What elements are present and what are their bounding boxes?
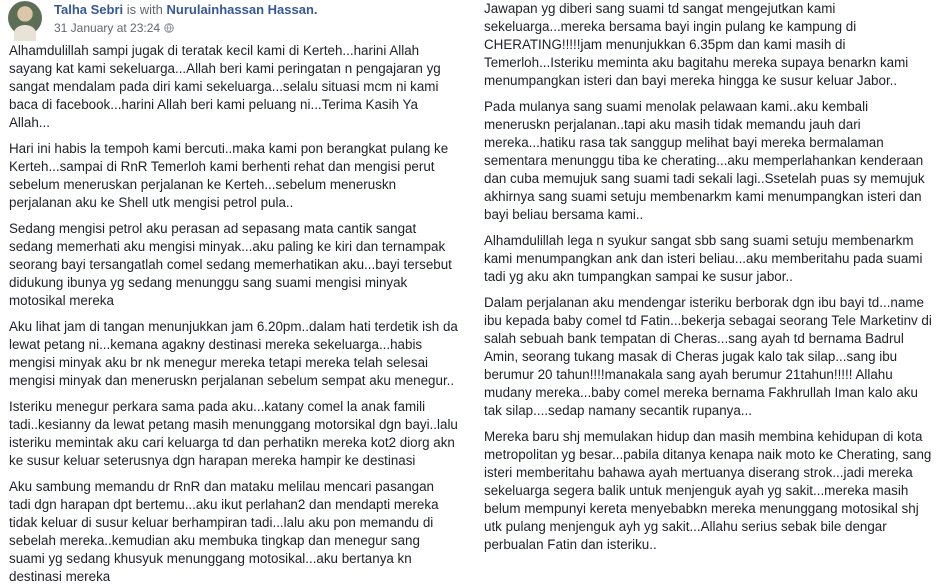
globe-icon[interactable] (164, 23, 174, 33)
post-paragraph: Aku lihat jam di tangan menunjukkan jam 6.20pm..dalam hati terdetik ish da lewat petang ni...kemana agakny destinasi mereka sekeluarga...habis mengisi minyak aku br nk menegur mereka tetapi mereka telah selesai mengisi minyak dan meneruskn perjalanan sebelum sempat aku menegur.. (9, 319, 458, 388)
post-header (0, 0, 465, 42)
post-right-column (474, 0, 940, 552)
with-text: is with (126, 2, 163, 17)
post-paragraph: Mereka baru shj memulakan hidup dan masih membina kehidupan di kota metropolitan yg besar...pabila ditanya kenapa naik moto ke Cherating, sang isteri memberitahu bahawa ayah mertuanya diserang strok...jadi mereka sekeluarga segera balik untuk menjenguk ayah yg sakit...mereka masih belum mempunyi kereta menyebabkn mereka menunggang motosikal shj utk pulang menjenguk ayh yg sakit...Allahu serius sebak bile dengar perbualan Fatin dan isteriku.. (484, 429, 932, 552)
post-paragraph: Jawapan yg diberi sang suami td sangat mengejutkan kami sekeluarga...mereka bersama bayi ingin pulang ke kampung di CHERATING!!!!!jam menunjukkan 6.35pm dan kami masih di Temerloh...Isteriku meminta aku bagitahu mereka supaya benarkn kami menumpangkan isteri dan bayi mereka hingga ke susur keluar Jabor.. (484, 1, 909, 88)
post-paragraph: Dalam perjalanan aku mendengar isteriku berborak dgn ibu bayi td...name ibu kepada baby comel td Fatin...bekerja sebagai seorang Tele Marketinv di salah sebuah bank tempatan di Cheras...sang ayah td bernama Badrul Amin, seorang tukang masak di Cheras jugak kalo tak silap...sang ibu berumur 20 tahun!!!!manakala sang ayah berumur 21tahun!!!!! Allahu mudany mereka...baby comel mereka bernama Fakhrullah Iman kalo aku tak silap....sedap namany secantik rupanya... (484, 295, 932, 418)
column-divider (469, 0, 470, 545)
post-left-column (0, 0, 465, 584)
post-paragraph: Isteriku menegur perkara sama pada aku...katany comel la anak famili tadi..kesianny da lewat petang masih menunggang motorsikal dgn bayi..lalu isteriku memintak aku cari keluarga td dan perhatikn mereka kot2 diorg akn ke susur keluar seterusnya dgn harapan mereka hampir ke destinasi (9, 399, 458, 468)
avatar[interactable] (8, 1, 42, 35)
post-paragraph: Sedang mengisi petrol aku perasan ad sepasang mata cantik sangat sedang memerhati aku mengisi minyak...aku paling ke kiri dan ternampak seorang bayi tersangatlah comel sedang memerhatikan aku...bayi tersebut didukung ibunya yg sedang menunggu sang suami mengisi minyak motosikal mereka (9, 221, 452, 308)
post-paragraph: Alhamdulillah sampi jugak di teratak kecil kami di Kerteh...harini Allah sayang kat kami sekeluarga...Allah beri kami peringatan n pengajaran yg sangat mendalam pada diri kami sekeluarga...selalu situasi mcm ni kami baca di facebook...harini Allah beri kami peluang ni...Terima Kasih Ya Allah... (9, 43, 441, 130)
post-paragraph: Alhamdulillah lega n syukur sangat sbb sang suami setuju membenarkm kami menumpangkan ank dan isteri beliau...aku memberitahu pada suami tadi yg aku akn tumpangkan sampai ke susur jabor.. (484, 233, 923, 284)
post-paragraph: Pada mulanya sang suami menolak pelawaan kami..aku kembali meneruskn perjalanan..tapi aku masih tidak memandu jauh dari mereka...hatiku rasa tak sanggup melihat bayi mereka bermalaman sementara menunggu tiba ke cherating...aku memperlahankan kenderaan dan cuba memujuk sang suami tadi sekali lagi..Ssetelah puas sy memujuk akhirnya sang suami setuju membenarkm kami menumpangkan isteri dan bayi beliau bersama kami.. (484, 99, 925, 222)
post-paragraph: Hari ini habis la tempoh kami bercuti..maka kami pon berangkat pulang ke Kerteh...sampai di RnR Temerloh kami berhenti rehat dan mengisi perut sebelum meneruskan perjalanan ke Kerteh...sebelum meneruskn perjalanan aku ke Shell utk mengisi petrol pula.. (9, 141, 449, 210)
author-line (54, 2, 318, 18)
post-paragraph: Aku sambung memandu dr RnR dan mataku melilau mencari pasangan tadi dgn harapan dpt bertemu...aku ikut perlahan2 dan mendapti mereka tidak keluar di susur keluar berhampiran tadi...lalu aku pon memandu di sebelah mereka..kemudian aku membuka tingkap dan menegur sang suami yg sedang khusyuk menunggang motosikal...aku bertanya kn destinasi mereka (9, 479, 439, 584)
post-timestamp[interactable]: 31 January at 23:24 (54, 21, 161, 35)
author-name-link[interactable]: Talha Sebri (54, 2, 124, 17)
post-meta (54, 21, 174, 35)
tagged-person-link[interactable]: Nurulainhassan Hassan. (166, 2, 318, 17)
